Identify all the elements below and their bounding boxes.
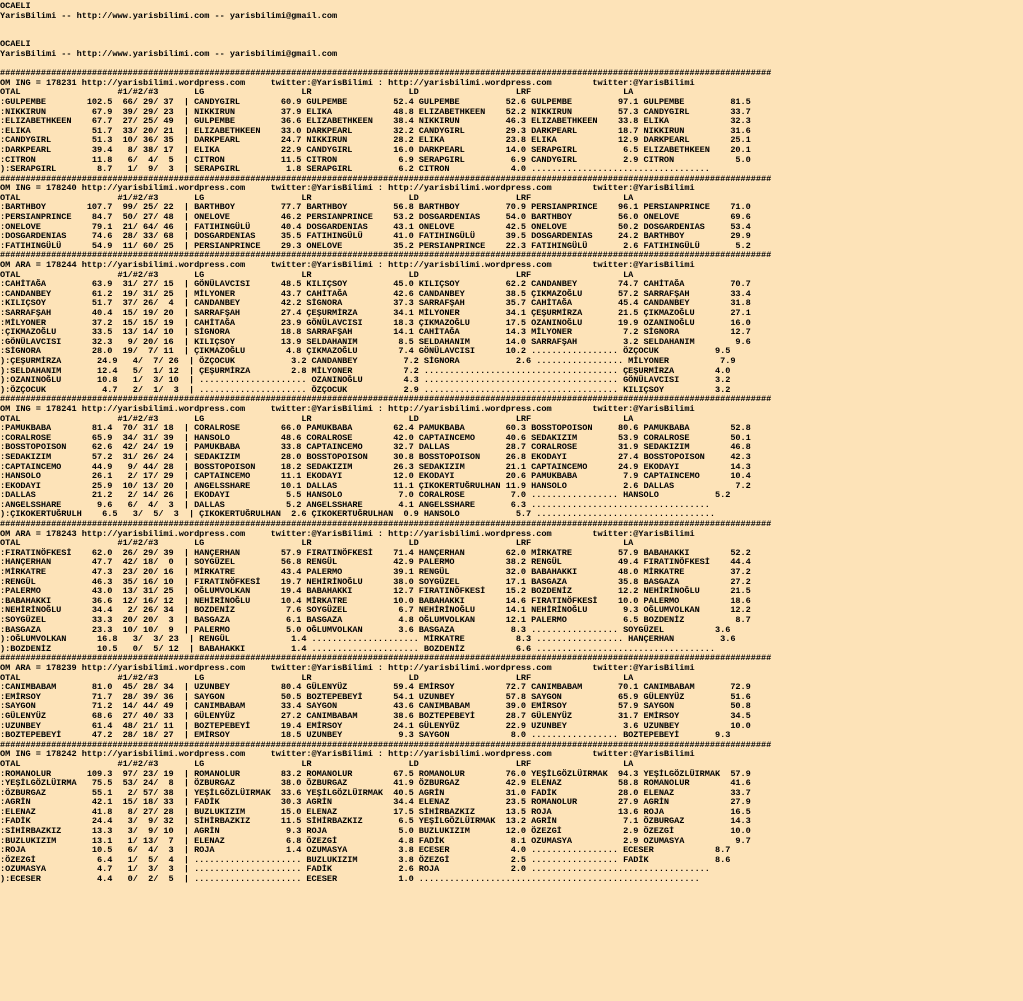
separator-line: #######################################################################################################################################################	[0, 173, 772, 184]
text-line: :CANIMBABAM 81.0 45/ 28/ 34 | UZUNBEY 80.4 GÜLENYÜZ 59.4 EMİRSOY 72.7 CANIMBABAM 70.1 CANIMBABAM 72.9	[0, 682, 751, 693]
text-line: YarisBilimi -- http://www.yarisbilimi.com -- yarisbilimi@gmail.com	[0, 10, 338, 21]
text-line: :ELIKA 51.7 33/ 20/ 21 | ELIZABETHKEEN 33.0 DARKPEARL 32.2 CANDYGIRL 29.3 DARKPEARL 18.7 NIKKIRUN 31.6	[0, 125, 751, 136]
text-line: OM ARA = 178243 http://yarisbilimi.wordpress.com twitter:@YarisBilimi : http://yarisbilimi.wordpress.com twitter:@YarisBilimi	[0, 528, 695, 539]
text-line: :PALERMO 43.0 13/ 31/ 25 | OĞLUMVOLKAN 19.4 BABAHAKKI 12.7 FIRATINÖFKESİ 15.2 BOZDENİZ 12.2 NEHİRİNOĞLU 21.5	[0, 586, 751, 597]
text-line: :CORALROSE 65.9 34/ 31/ 39 | HANSOLO 48.6 CORALROSE 42.0 CAPTAINCEMO 40.6 SEDAKIZIM 53.9 CORALROSE 50.1	[0, 432, 751, 443]
text-line: OTAL #1/#2/#3 LG LR LD LRF LA	[0, 87, 634, 98]
text-line: :UZUNBEY 61.4 48/ 21/ 11 | BOZTEPEBEYİ 19.4 EMİRSOY 24.1 GÜLENYÜZ 22.9 UZUNBEY 3.6 UZUNBEY 10.0	[0, 720, 751, 731]
text-line: :KILIÇSOY 51.7 37/ 26/ 4 | CANDANBEY 42.2 SİGNORA 37.3 SARRAFŞAH 35.7 CAHİTAĞA 45.4 CANDANBEY 31.8	[0, 298, 751, 309]
text-line: :DARKPEARL 39.4 8/ 38/ 17 | ELIKA 22.9 CANDYGIRL 16.0 DARKPEARL 14.0 SERAPGIRL 6.5 ELIZABETHKEEN 20.1	[0, 144, 751, 155]
text-line: OM ARA = 178244 http://yarisbilimi.wordpress.com twitter:@YarisBilimi : http://yarisbilimi.wordpress.com twitter:@YarisBilimi	[0, 260, 695, 271]
separator-line: #######################################################################################################################################################	[0, 739, 772, 750]
text-line: :DALLAS 21.2 2/ 14/ 26 | EKODAYI 5.5 HANSOLO 7.0 CORALROSE 7.0 ................. HANSOLO 5.2	[0, 490, 731, 501]
text-line: :ROMANOLUR 109.3 97/ 23/ 19 | ROMANOLUR 83.2 ROMANOLUR 67.5 ROMANOLUR 76.0 YEŞİLGÖZLÜIRMAK 94.3 YEŞİLGÖZLÜIRMAK 57.9	[0, 768, 751, 779]
text-line: :MİLYONER 37.2 15/ 15/ 19 | CAHİTAĞA 23.9 GÖNÜLAVCISI 18.3 ÇIKMAZOĞLU 17.5 OZANINOĞLU 19.9 OZANINOĞLU 16.0	[0, 317, 751, 328]
text-line: :ONELOVE 79.1 21/ 64/ 46 | FATIHINGÜLÜ 40.4 DOSGARDENIAS 43.1 ONELOVE 42.5 ONELOVE 50.2 DOSGARDENIAS 53.4	[0, 221, 751, 232]
text-line: ):SERAPGIRL 8.7 1/ 9/ 3 | SERAPGIRL 1.8 SERAPGIRL 6.2 CITRON 4.0 ...................................	[0, 164, 710, 175]
text-line: OM ARA = 178239 http://yarisbilimi.wordpress.com twitter:@YarisBilimi : http://yarisbilimi.wordpress.com twitter:@YarisBilimi	[0, 662, 695, 673]
text-line: :BOZTEPEBEYİ 47.2 28/ 18/ 27 | EMİRSOY 18.5 UZUNBEY 9.3 SAYGON 8.0 ................. BOZTEPEBEYİ 9.3	[0, 730, 731, 741]
text-line: :OZUMASYA 4.7 1/ 3/ 3 | ..................... FADİK 2.6 ROJA 2.0 ...................................	[0, 864, 710, 875]
text-line: :NIKKIRUN 67.9 39/ 29/ 23 | NIKKIRUN 37.9 ELIKA 48.8 ELIZABETHKEEN 52.2 NIKKIRUN 57.3 CANDYGIRL 33.7	[0, 106, 751, 117]
text-line: :ANGELSSHARE 9.6 6/ 4/ 3 | DALLAS 5.2 ANGELSSHARE 4.1 ANGELSSHARE 6.3 ...................................	[0, 499, 710, 510]
text-line: :RENGÜL 46.3 35/ 16/ 10 | FIRATINÖFKESİ 19.7 NEHİRİNOĞLU 38.0 SOYGÜZEL 17.1 BASGAZA 35.8 BASGAZA 27.2	[0, 576, 751, 587]
text-line: :FIRATINÖFKESİ 62.0 26/ 29/ 39 | HANÇERHAN 57.9 FIRATINÖFKESİ 71.4 HANÇERHAN 62.0 MİRKATRE 57.9 BABAHAKKI 52.2	[0, 547, 751, 558]
text-line: ):ECESER 4.4 0/ 2/ 5 | ..................... ECESER 1.0 .......................................................	[0, 874, 700, 885]
text-line: :SİHİRBAZKIZ 13.3 3/ 9/ 10 | AGRİN 9.3 ROJA 5.0 BUZLUKIZIM 12.0 ÖZEZGİ 2.9 ÖZEZGİ 10.0	[0, 826, 751, 837]
text-line: :MİRKATRE 47.3 23/ 20/ 16 | MİRKATRE 43.4 PALERMO 39.1 RENGÜL 32.0 BABAHAKKI 48.0 MİRKATRE 37.2	[0, 567, 751, 578]
text-line: :CANDYGIRL 51.3 10/ 36/ 35 | DARKPEARL 24.7 NIKKIRUN 28.2 ELIKA 23.8 ELIKA 12.9 DARKPEARL 25.1	[0, 135, 751, 146]
text-line: :HANÇERHAN 47.7 42/ 18/ 0 | SOYGÜZEL 56.8 RENGÜL 42.9 PALERMO 38.2 RENGÜL 49.4 FIRATINÖFKESİ 44.4	[0, 557, 751, 568]
text-line: OM ING = 178231 http://yarisbilimi.wordpress.com twitter:@YarisBilimi : http://yarisbilimi.wordpress.com twitter:@YarisBilimi	[0, 77, 695, 88]
text-line: :GULPEMBE 102.5 66/ 29/ 37 | CANDYGIRL 60.9 GULPEMBE 52.4 GULPEMBE 52.6 GULPEMBE 97.1 GULPEMBE 81.5	[0, 96, 751, 107]
text-line: :BARTHBOY 107.7 99/ 25/ 22 | BARTHBOY 77.7 BARTHBOY 56.8 BARTHBOY 70.9 PERSIANPRINCE 96.1 PERSIANPRINCE 71.0	[0, 202, 751, 213]
text-line: :ELIZABETHKEEN 67.7 27/ 25/ 49 | GULPEMBE 36.6 ELIZABETHKEEN 38.4 NIKKIRUN 46.3 ELIZABETHKEEN 33.8 ELIKA 32.3	[0, 116, 751, 127]
text-line: :SOYGÜZEL 33.3 20/ 20/ 3 | BASGAZA 6.1 BASGAZA 4.8 OĞLUMVOLKAN 12.1 PALERMO 6.5 BOZDENİZ 8.7	[0, 615, 751, 625]
text-line: OM ING = 178240 http://yarisbilimi.wordpress.com twitter:@YarisBilimi : http://yarisbilimi.wordpress.com twitter:@YarisBilimi	[0, 183, 695, 194]
text-line: :ELENAZ 41.8 8/ 27/ 28 | BUZLUKIZIM 15.0 ELENAZ 17.5 SİHİRBAZKIZ 13.5 ROJA 13.6 ROJA 16.5	[0, 806, 751, 817]
text-line: :FADİK 24.4 3/ 9/ 32 | SİHİRBAZKIZ 11.5 SİHİRBAZKIZ 6.5 YEŞİLGÖZLÜIRMAK 13.2 AGRİN 7.1 ÖZBURGAZ 14.3	[0, 816, 751, 827]
text-line: :BOSSTOPOISON 62.6 42/ 24/ 19 | PAMUKBABA 33.8 CAPTAINCEMO 32.7 DALLAS 28.7 CORALROSE 31.9 SEDAKIZIM 46.8	[0, 442, 751, 453]
text-line: ):ÖZÇOCUK 4.7 2/ 1/ 3 | ..................... ÖZÇOCUK 2.9 ...................................... KILIÇSOY 3.2	[0, 384, 731, 395]
text-line: ):OZANINOĞLU 10.8 1/ 3/ 10 | ..................... OZANINOĞLU 4.3 ...................................... GÖNÜLAVCISI 3.2	[0, 375, 731, 386]
text-line: :SAYGON 71.2 14/ 44/ 49 | CANIMBABAM 33.4 SAYGON 43.6 CANIMBABAM 39.0 EMİRSOY 57.9 SAYGON 50.8	[0, 701, 751, 712]
text-line: ):ÇEŞURMİRZA 24.9 4/ 7/ 26 | ÖZÇOCUK 3.2 CANDANBEY 7.2 SİGNORA 2.6 ................. MİLYONER 7.9	[0, 355, 736, 366]
text-line: :SEDAKIZIM 57.2 31/ 26/ 24 | SEDAKIZIM 28.0 BOSSTOPOISON 30.8 BOSSTOPOISON 26.8 EKODAYI 27.4 BOSSTOPOISON 42.3	[0, 451, 751, 462]
text-line: :ÇIKMAZOĞLU 33.5 13/ 14/ 10 | SİGNORA 18.8 SARRAFŞAH 14.1 CAHİTAĞA 14.3 MİLYONER 7.2 SİGNORA 12.7	[0, 327, 751, 338]
text-line: YarisBilimi -- http://www.yarisbilimi.com -- yarisbilimi@gmail.com	[0, 48, 338, 59]
text-line: ):OĞLUMVOLKAN 16.8 3/ 3/ 23 | RENGÜL 1.4 ..................... MİRKATRE 8.3 ................. HANÇERHAN 3.6	[0, 634, 736, 645]
text-line: :SİGNORA 28.0 19/ 7/ 11 | ÇIKMAZOĞLU 4.8 ÇIKMAZOĞLU 7.4 GÖNÜLAVCISI 10.2 ................. ÖZÇOCUK 9.5	[0, 346, 731, 357]
text-line: ):SELDAHANIM 12.4 5/ 1/ 12 | ÇEŞURMİRZA 2.8 MİLYONER 7.2 ...................................... ÇEŞURMİRZA 4.0	[0, 365, 731, 376]
text-line: :GÜLENYÜZ 68.6 27/ 40/ 33 | GÜLENYÜZ 27.2 CANIMBABAM 38.6 BOZTEPEBEYİ 28.7 GÜLENYÜZ 31.7 EMİRSOY 34.5	[0, 710, 751, 721]
text-line: :EMİRSOY 71.7 28/ 39/ 36 | SAYGON 50.5 BOZTEPEBEYİ 54.1 UZUNBEY 57.8 SAYGON 65.9 GÜLENYÜZ 51.6	[0, 691, 751, 702]
text-line: OCAELI	[0, 39, 31, 50]
text-line: :ÖZEZGİ 6.4 1/ 5/ 4 | ..................... BUZLUKIZIM 3.8 ÖZEZGİ 2.5 ................. FADİK 8.6	[0, 854, 731, 865]
text-line: :BUZLUKIZIM 13.1 1/ 13/ 7 | ELENAZ 6.8 ÖZEZGİ 4.8 FADİK 8.1 OZUMASYA 2.9 OZUMASYA 9.7	[0, 835, 751, 846]
text-line: OM ING = 178242 http://yarisbilimi.wordpress.com twitter:@YarisBilimi : http://yarisbilimi.wordpress.com twitter:@YarisBilimi	[0, 749, 695, 760]
separator-line: #######################################################################################################################################################	[0, 653, 772, 664]
text-line: OM ING = 178241 http://yarisbilimi.wordpress.com twitter:@YarisBilimi : http://yarisbilimi.wordpress.com twitter:@YarisBilimi	[0, 403, 695, 414]
text-line: :NEHİRİNOĞLU 34.4 2/ 26/ 34 | BOZDENİZ 7.6 SOYGÜZEL 6.7 NEHİRİNOĞLU 14.1 NEHİRİNOĞLU 9.3 OĞLUMVOLKAN 12.2	[0, 605, 751, 616]
text-line: :PERSIANPRINCE 84.7 50/ 27/ 48 | ONELOVE 46.2 PERSIANPRINCE 53.2 DOSGARDENIAS 54.0 BARTHBOY 56.0 ONELOVE 69.6	[0, 212, 751, 223]
text-line: :CAHİTAĞA 63.9 31/ 27/ 15 | GÖNÜLAVCISI 48.5 KILIÇSOY 45.0 KILIÇSOY 62.2 CANDANBEY 74.7 CAHİTAĞA 70.7	[0, 279, 751, 290]
text-line: :YEŞİLGÖZLÜIRMA 75.5 53/ 24/ 8 | ÖZBURGAZ 38.0 ÖZBURGAZ 41.9 ÖZBURGAZ 42.9 ELENAZ 58.8 ROMANOLUR 41.6	[0, 778, 751, 789]
text-line: ):ÇIKOKERTUĞRULH 6.5 3/ 5/ 3 | ÇIKOKERTUĞRULHAN 2.6 ÇIKOKERTUĞRULHAN 0.9 HANSOLO 5.7 ...................................	[0, 509, 715, 520]
separator-line: #######################################################################################################################################################	[0, 394, 772, 405]
text-line	[0, 31, 1023, 41]
text-line: OTAL #1/#2/#3 LG LR LD LRF LA	[0, 538, 634, 549]
text-line: ):BOZDENİZ 10.5 0/ 5/ 12 | BABAHAKKI 1.4 ..................... BOZDENİZ 6.6 ...................................	[0, 643, 715, 654]
text-line: :ÖZBURGAZ 55.1 2/ 57/ 38 | YEŞİLGÖZLÜIRMAK 33.6 YEŞİLGÖZLÜIRMAK 40.5 AGRİN 31.0 FADİK 28.0 ELENAZ 33.7	[0, 787, 751, 798]
text-line: :CITRON 11.8 6/ 4/ 5 | CITRON 11.5 CITRON 6.9 SERAPGIRL 6.9 CANDYGIRL 2.9 CITRON 5.0	[0, 154, 751, 165]
text-line: :FATIHINGÜLÜ 54.9 11/ 60/ 25 | PERSIANPRINCE 29.3 ONELOVE 35.2 PERSIANPRINCE 22.3 FATIHINGÜLÜ 2.6 FATIHINGÜLÜ 5.2	[0, 240, 751, 251]
text-line: OTAL #1/#2/#3 LG LR LD LRF LA	[0, 269, 634, 280]
text-line: :BASGAZA 23.3 10/ 10/ 9 | PALERMO 5.0 OĞLUMVOLKAN 3.6 BASGAZA 8.3 ................. SOYGÜZEL 3.6	[0, 624, 731, 635]
separator-line: #######################################################################################################################################################	[0, 250, 772, 261]
text-line: :CAPTAINCEMO 44.9 9/ 44/ 28 | BOSSTOPOISON 18.2 SEDAKIZIM 26.3 SEDAKIZIM 21.1 CAPTAINCEMO 24.9 EKODAYI 14.3	[0, 461, 751, 472]
text-line: OTAL #1/#2/#3 LG LR LD LRF LA	[0, 192, 634, 203]
text-line: OCAELI	[0, 1, 31, 11]
text-line: :PAMUKBABA 81.4 70/ 31/ 18 | CORALROSE 66.0 PAMUKBABA 62.4 PAMUKBABA 60.3 BOSSTOPOISON 80.6 PAMUKBABA 52.8	[0, 423, 751, 434]
text-line: :EKODAYI 25.9 10/ 13/ 20 | ANGELSSHARE 10.1 DALLAS 11.1 ÇIKOKERTUĞRULHAN 11.9 HANSOLO 2.6 DALLAS 7.2	[0, 480, 751, 491]
text-line: :SARRAFŞAH 40.4 15/ 19/ 20 | SARRAFŞAH 27.4 ÇEŞURMİRZA 34.1 MİLYONER 34.1 ÇEŞURMİRZA 21.5 ÇIKMAZOĞLU 27.1	[0, 308, 751, 318]
text-line: :BABAHAKKI 36.6 12/ 16/ 12 | NEHİRİNOĞLU 10.4 MİRKATRE 10.0 BABAHAKKI 14.6 FIRATINÖFKESİ 10.0 PALERMO 18.6	[0, 595, 751, 606]
text-line: :GÖNÜLAVCISI 32.3 9/ 20/ 16 | KILIÇSOY 13.9 SELDAHANIM 8.5 SELDAHANIM 14.0 SARRAFŞAH 3.2 SELDAHANIM 9.6	[0, 336, 751, 347]
separator-line: #######################################################################################################################################################	[0, 519, 772, 530]
text-line: OTAL #1/#2/#3 LG LR LD LRF LA	[0, 672, 634, 683]
separator-line: #######################################################################################################################################################	[0, 68, 772, 79]
text-line: OTAL #1/#2/#3 LG LR LD LRF LA	[0, 413, 634, 424]
text-line: OTAL #1/#2/#3 LG LR LD LRF LA	[0, 758, 634, 769]
text-line	[0, 21, 1023, 31]
text-line: :HANSOLO 26.1 2/ 17/ 29 | CAPTAINCEMO 11.1 EKODAYI 12.0 EKODAYI 20.6 PAMUKBABA 7.9 CAPTAINCEMO 10.4	[0, 471, 751, 482]
text-line: :CANDANBEY 61.2 19/ 31/ 25 | MİLYONER 43.7 CAHİTAĞA 42.6 CANDANBEY 38.5 ÇIKMAZOĞLU 57.2 SARRAFŞAH 33.4	[0, 288, 751, 299]
text-line: :DOSGARDENIAS 74.6 28/ 33/ 68 | DOSGARDENIAS 35.5 FATIHINGÜLÜ 41.0 FATIHINGÜLÜ 39.5 DOSGARDENIAS 24.2 BARTHBOY 29.9	[0, 231, 751, 242]
text-line: :ROJA 10.5 6/ 4/ 3 | ROJA 1.4 OZUMASYA 3.8 ECESER 4.0 ................. ECESER 8.7	[0, 845, 731, 856]
text-line: :AGRİN 42.1 15/ 18/ 33 | FADİK 30.3 AGRİN 34.4 ELENAZ 23.5 ROMANOLUR 27.9 AGRİN 27.9	[0, 797, 751, 808]
